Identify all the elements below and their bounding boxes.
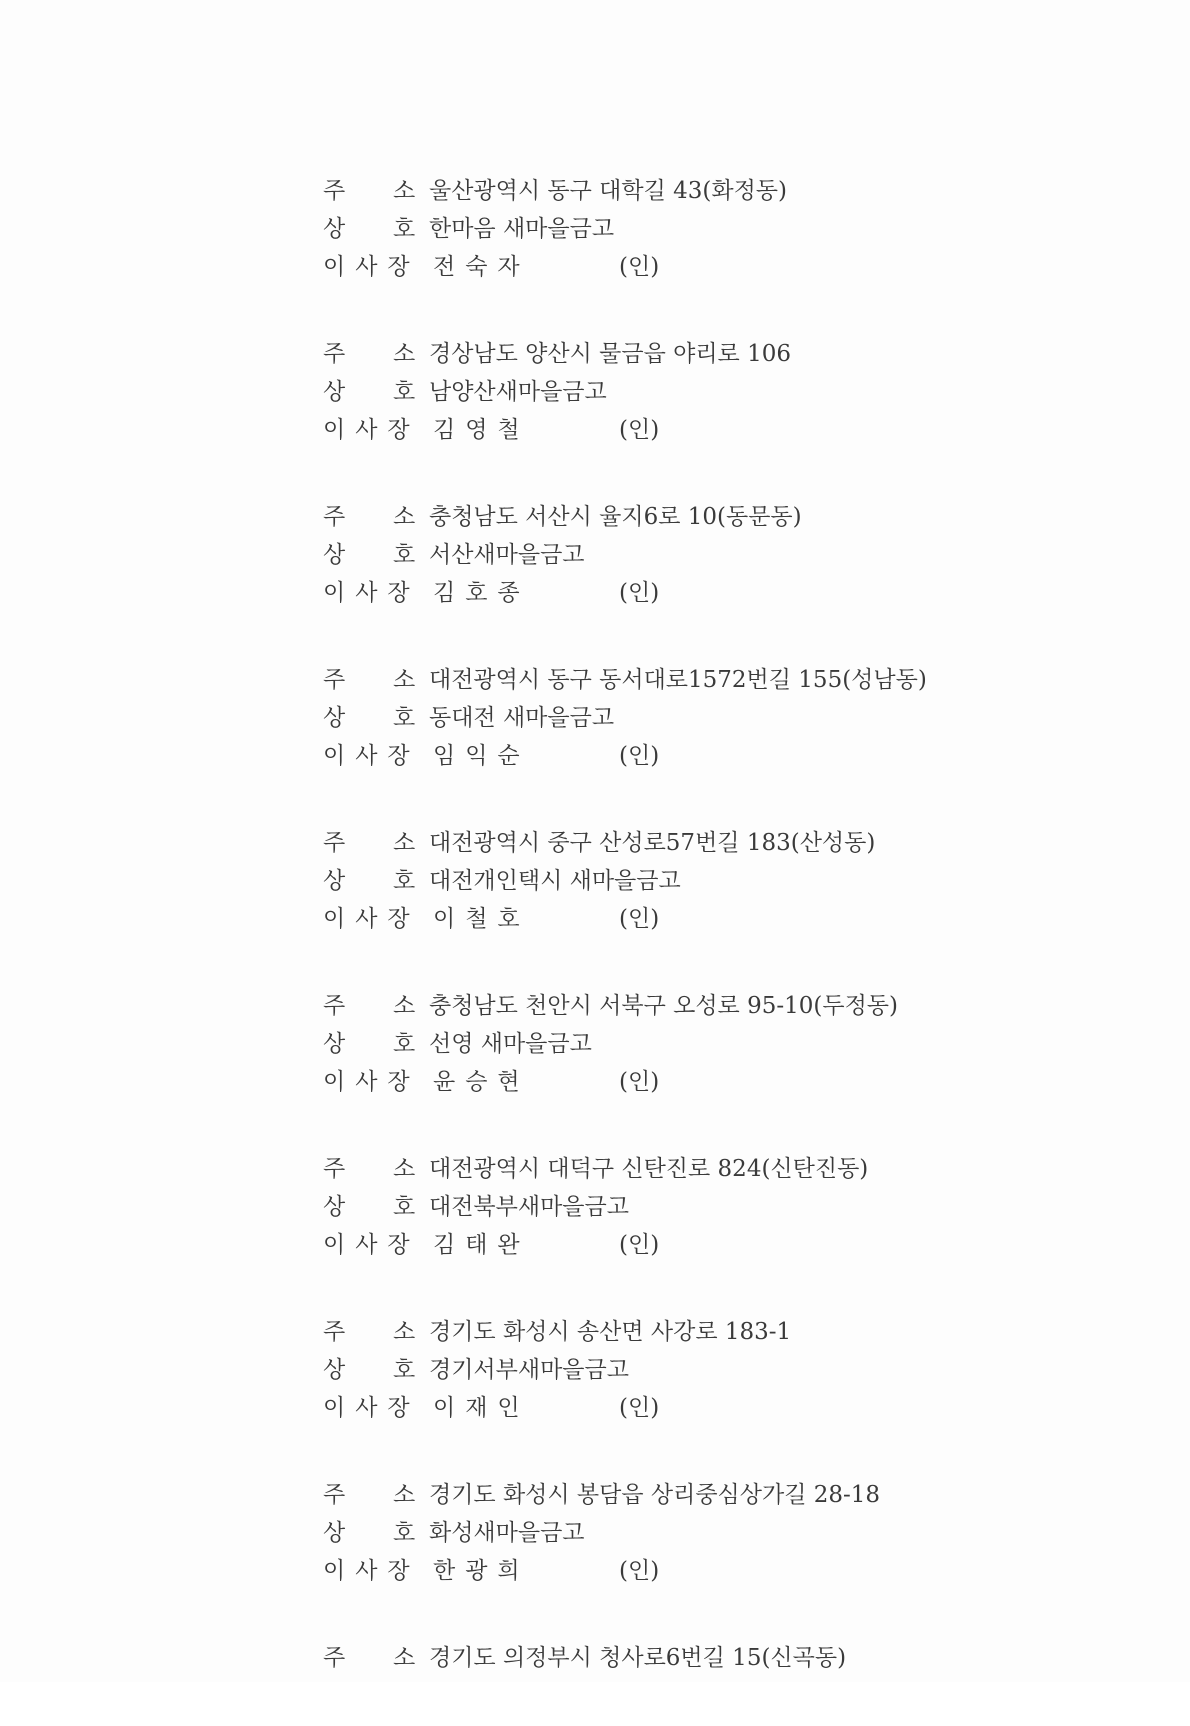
company-label-1: 상 <box>323 1357 346 1383</box>
seal-mark: (인) <box>619 254 660 280</box>
company-value: 대전개인택시 새마을금고 <box>429 868 681 894</box>
company-label-1: 상 <box>323 868 346 894</box>
ceo-label: 이사장 <box>323 254 420 280</box>
ceo-name: 한광희 <box>433 1558 530 1584</box>
ceo-name: 김태완 <box>433 1232 530 1258</box>
company-value: 대전북부새마을금고 <box>429 1194 629 1220</box>
ceo-name: 임익순 <box>433 743 530 769</box>
seal-mark: (인) <box>619 417 660 443</box>
address-value: 충청남도 천안시 서북구 오성로 95-10(두정동) <box>429 993 898 1019</box>
address-value: 충청남도 서산시 율지6로 10(동문동) <box>429 504 802 530</box>
address-label-2: 소 <box>393 504 416 530</box>
address-label-1: 주 <box>323 1482 346 1508</box>
address-label-2: 소 <box>393 830 416 856</box>
ceo-name: 김영철 <box>433 417 530 443</box>
address-value: 대전광역시 동구 동서대로1572번길 155(성남동) <box>429 667 927 693</box>
address-label-2: 소 <box>393 1156 416 1182</box>
address-value: 경상남도 양산시 물금읍 야리로 106 <box>429 341 791 367</box>
address-value: 울산광역시 동구 대학길 43(화정동) <box>429 178 787 204</box>
company-label-1: 상 <box>323 1031 346 1057</box>
address-label-2: 소 <box>393 1645 416 1671</box>
address-label-1: 주 <box>323 341 346 367</box>
address-value: 대전광역시 중구 산성로57번길 183(산성동) <box>429 830 876 856</box>
seal-mark: (인) <box>619 906 660 932</box>
company-value: 경기서부새마을금고 <box>429 1357 629 1383</box>
address-label-2: 소 <box>393 178 416 204</box>
address-label-2: 소 <box>393 341 416 367</box>
address-value: 경기도 의정부시 청사로6번길 15(신곡동) <box>429 1645 847 1671</box>
company-value: 남양산새마을금고 <box>429 379 607 405</box>
address-label-1: 주 <box>323 1156 346 1182</box>
company-label-1: 상 <box>323 379 346 405</box>
company-label-2: 호 <box>393 1357 416 1383</box>
address-value: 경기도 화성시 송산면 사강로 183-1 <box>429 1319 792 1345</box>
company-value: 서산새마을금고 <box>429 542 585 568</box>
address-value: 대전광역시 대덕구 신탄진로 824(신탄진동) <box>429 1156 869 1182</box>
address-label-1: 주 <box>323 830 346 856</box>
address-label-2: 소 <box>393 1482 416 1508</box>
address-label-1: 주 <box>323 504 346 530</box>
ceo-name: 전숙자 <box>433 254 530 280</box>
company-label-2: 호 <box>393 379 416 405</box>
address-label-1: 주 <box>323 993 346 1019</box>
address-label-2: 소 <box>393 1319 416 1345</box>
ceo-name: 윤승현 <box>433 1069 530 1095</box>
company-label-1: 상 <box>323 1194 346 1220</box>
ceo-label: 이사장 <box>323 1232 420 1258</box>
company-label-2: 호 <box>393 1194 416 1220</box>
company-value: 화성새마을금고 <box>429 1520 585 1546</box>
address-label-2: 소 <box>393 667 416 693</box>
company-label-2: 호 <box>393 542 416 568</box>
address-label-1: 주 <box>323 667 346 693</box>
company-label-2: 호 <box>393 216 416 242</box>
ceo-label: 이사장 <box>323 1395 420 1421</box>
company-label-1: 상 <box>323 1520 346 1546</box>
company-label-1: 상 <box>323 216 346 242</box>
address-label-1: 주 <box>323 178 346 204</box>
address-label-2: 소 <box>393 993 416 1019</box>
company-label-2: 호 <box>393 705 416 731</box>
ceo-label: 이사장 <box>323 1069 420 1095</box>
seal-mark: (인) <box>619 1232 660 1258</box>
company-label-2: 호 <box>393 1031 416 1057</box>
ceo-label: 이사장 <box>323 906 420 932</box>
company-label-2: 호 <box>393 868 416 894</box>
seal-mark: (인) <box>619 1558 660 1584</box>
company-label-2: 호 <box>393 1520 416 1546</box>
company-value: 동대전 새마을금고 <box>429 705 615 731</box>
ceo-label: 이사장 <box>323 743 420 769</box>
seal-mark: (인) <box>619 1395 660 1421</box>
seal-mark: (인) <box>619 1069 660 1095</box>
seal-mark: (인) <box>619 580 660 606</box>
ceo-label: 이사장 <box>323 580 420 606</box>
address-label-1: 주 <box>323 1319 346 1345</box>
address-label-1: 주 <box>323 1645 346 1671</box>
ceo-name: 김호종 <box>433 580 530 606</box>
ceo-name: 이철호 <box>433 906 530 932</box>
seal-mark: (인) <box>619 743 660 769</box>
company-label-1: 상 <box>323 705 346 731</box>
ceo-label: 이사장 <box>323 417 420 443</box>
company-value: 선영 새마을금고 <box>429 1031 592 1057</box>
company-value: 한마음 새마을금고 <box>429 216 615 242</box>
address-value: 경기도 화성시 봉담읍 상리중심상가길 28-18 <box>429 1482 881 1508</box>
company-label-1: 상 <box>323 542 346 568</box>
ceo-label: 이사장 <box>323 1558 420 1584</box>
ceo-name: 이재인 <box>433 1395 530 1421</box>
